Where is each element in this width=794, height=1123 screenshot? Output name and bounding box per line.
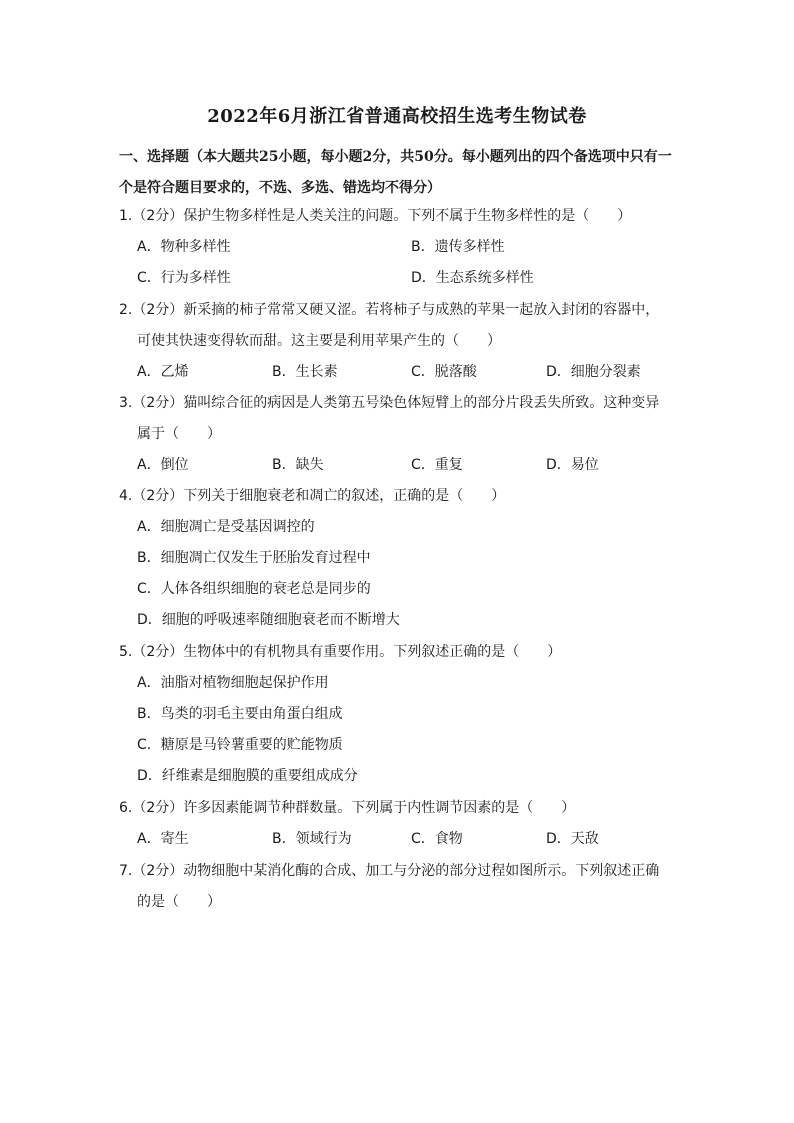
- question-4-option-b: B．细胞凋亡仅发生于胚胎发育过程中: [137, 550, 371, 566]
- question-3-stem: 3.（2分）猫叫综合征的病因是人类第五号染色体短臂上的部分片段丢失所致。这种变异: [119, 395, 660, 411]
- question-4-stem: 4.（2分）下列关于细胞衰老和凋亡的叙述，正确的是（ ）: [119, 488, 506, 504]
- question-2-option-b: B．生长素: [272, 364, 338, 380]
- question-3-option-a: A．倒位: [137, 457, 189, 473]
- question-2-stem-cont: 可使其快速变得软而甜。这主要是利用苹果产生的（ ）: [137, 333, 501, 349]
- question-2-option-a: A．乙烯: [137, 364, 189, 380]
- question-1-option-d: D．生态系统多样性: [411, 270, 534, 286]
- question-7-stem: 7.（2分）动物细胞中某消化酶的合成、加工与分泌的部分过程如图所示。下列叙述正确: [119, 863, 660, 879]
- exam-title: 2022年6月浙江省普通高校招生选考生物试卷: [207, 106, 587, 127]
- question-3-option-d: D．易位: [546, 457, 599, 473]
- question-1-option-c: C．行为多样性: [137, 270, 231, 286]
- question-4-option-c: C．人体各组织细胞的衰老总是同步的: [137, 581, 371, 597]
- question-1-stem: 1.（2分）保护生物多样性是人类关注的问题。下列不属于生物多样性的是（ ）: [119, 208, 632, 224]
- question-6-option-c: C．食物: [411, 831, 463, 847]
- question-5-stem: 5.（2分）生物体中的有机物具有重要作用。下列叙述正确的是（ ）: [119, 644, 562, 660]
- question-3-stem-cont: 属于（ ）: [137, 426, 221, 442]
- question-6-option-b: B．领域行为: [272, 831, 352, 847]
- question-5-option-b: B．鸟类的羽毛主要由角蛋白组成: [137, 706, 343, 722]
- question-5-option-a: A．油脂对植物细胞起保护作用: [137, 675, 329, 691]
- question-6-stem: 6.（2分）许多因素能调节种群数量。下列属于内性调节因素的是（ ）: [119, 800, 576, 816]
- question-6-option-a: A．寄生: [137, 831, 189, 847]
- question-6-option-d: D．天敌: [546, 831, 599, 847]
- question-3-option-b: B．缺失: [272, 457, 324, 473]
- question-1-option-a: A．物种多样性: [137, 239, 231, 255]
- question-2-option-c: C．脱落酸: [411, 364, 477, 380]
- question-2-option-d: D．细胞分裂素: [546, 364, 641, 380]
- question-5-option-d: D．纤维素是细胞膜的重要组成成分: [137, 768, 358, 784]
- question-3-option-c: C．重复: [411, 457, 463, 473]
- question-2-stem: 2.（2分）新采摘的柿子常常又硬又涩。若将柿子与成熟的苹果一起放入封闭的容器中，: [119, 302, 660, 318]
- question-4-option-d: D．细胞的呼吸速率随细胞衰老而不断增大: [137, 612, 400, 628]
- question-4-option-a: A．细胞凋亡是受基因调控的: [137, 519, 315, 535]
- question-5-option-c: C．糖原是马铃薯重要的贮能物质: [137, 737, 343, 753]
- section-heading: 一、选择题（本大题共25小题，每小题2分，共50分。每小题列出的四个备选项中只有一个是符合题目要求的，不选、多选、错选均不得分）: [119, 149, 672, 196]
- question-1-option-b: B．遗传多样性: [411, 239, 505, 255]
- question-7-stem-cont: 的是（ ）: [137, 894, 221, 910]
